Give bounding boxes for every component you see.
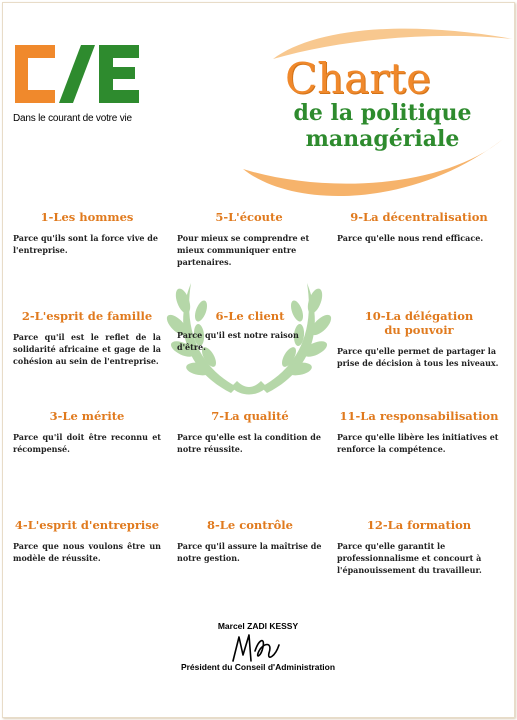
signatory-name: Marcel ZADI KESSY (217, 621, 299, 631)
cie-logo (15, 45, 141, 103)
charter-item-7 (177, 409, 323, 455)
item-title: 11-La responsabilisation (339, 409, 499, 423)
charter-item-4 (13, 518, 161, 564)
title-line-3: managériale (305, 126, 460, 152)
charter-item-8 (177, 518, 323, 564)
item-title: 1-Les hommes (40, 210, 134, 224)
signatory-role: Président du Conseil d'Administration (180, 662, 336, 672)
charter-item-3 (13, 409, 161, 455)
title-line-2: de la politique (293, 100, 472, 126)
item-text: Parce qu'il assure la maîtrise de notre gestion. (177, 541, 322, 563)
item-text: Parce qu'elle permet de partager la prise de décision à tous les niveaux. (337, 346, 499, 368)
item-title-line-1: 10-La délégation (364, 309, 474, 323)
charter-item-9 (337, 210, 501, 244)
item-title: 3-Le mérite (49, 409, 125, 423)
charter-item-11 (337, 409, 501, 455)
item-text: Pour mieux se comprendre et mieux communiquer entre partenaires. (177, 233, 310, 267)
item-text: Parce que nous voulons être un modèle de réussite. (13, 541, 161, 563)
item-text: Parce qu'elle garantit le professionnalisme et concourt à l'épanouissement du travailleur. (337, 541, 482, 575)
brand-tagline: Dans le courant de votre vie (13, 113, 132, 124)
item-title: 7-La qualité (211, 409, 289, 423)
item-title: 8-Le contrôle (207, 518, 293, 532)
charter-item-10 (337, 309, 501, 369)
item-text: Parce qu'il est le reflet de la solidarité africaine et gage de la cohésion au sein de l'entreprise. (13, 332, 161, 366)
item-title: 4-L'esprit d'entreprise (14, 518, 160, 532)
item-title: 12-La formation (366, 518, 472, 532)
item-text: Parce qu'il doit être reconnu et récompensé. (13, 432, 161, 454)
charter-item-5 (177, 210, 321, 268)
item-text: Parce qu'elle est la condition de notre réussite. (177, 432, 321, 454)
item-text: Parce qu'elle nous rend efficace. (337, 233, 484, 243)
item-text: Parce qu'ils sont la force vive de l'entreprise. (13, 233, 158, 255)
item-title: 5-L'écoute (215, 210, 283, 224)
charter-item-12 (337, 518, 501, 576)
item-title: 6-Le client (215, 309, 285, 323)
item-text: Parce qu'il est notre raison d'être. (177, 330, 299, 352)
charter-item-1 (13, 210, 161, 256)
title-charte: Charte (285, 54, 432, 103)
item-title: 2-L'esprit de famille (21, 309, 153, 323)
charter-item-2 (13, 309, 161, 367)
charter-item-6 (177, 309, 323, 353)
item-title-line-2: du pouvoir (384, 323, 454, 337)
item-title: 9-La décentralisation (350, 210, 488, 224)
item-text: Parce qu'elle libère les initiatives et renforce la compétence. (337, 432, 499, 454)
document-frame (2, 2, 515, 718)
